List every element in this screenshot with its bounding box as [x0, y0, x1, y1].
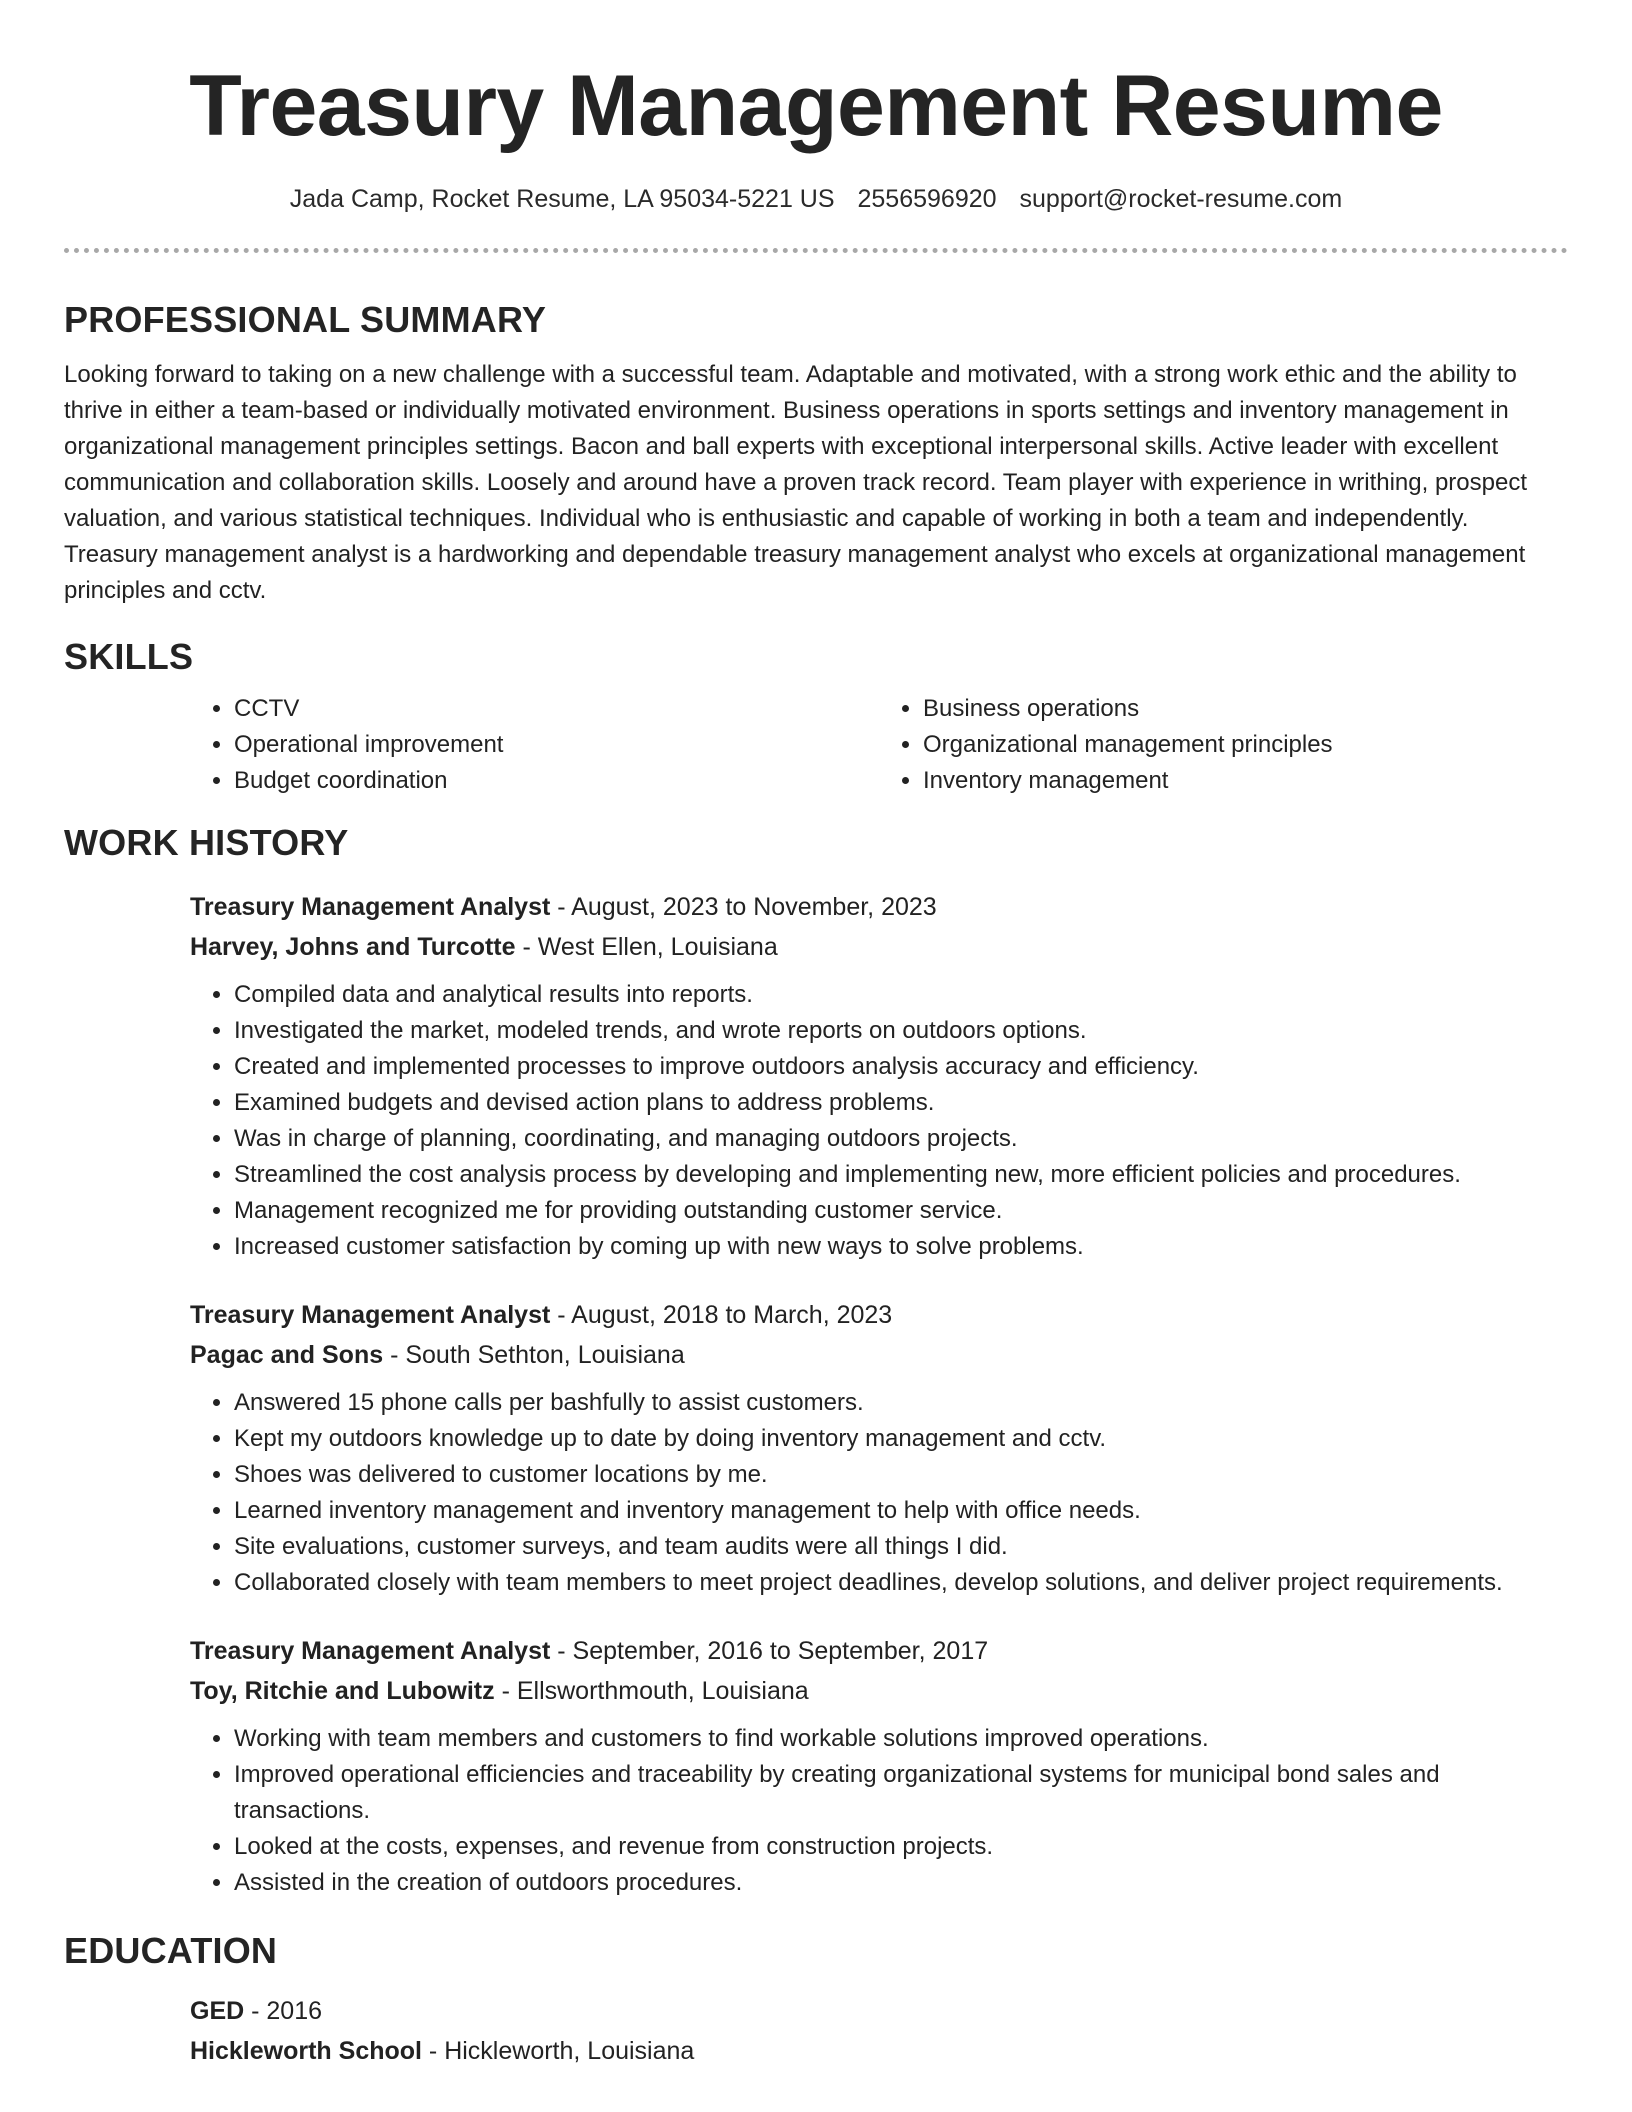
job-bullets: [190, 1385, 1568, 1601]
job-bullets: [190, 1721, 1568, 1901]
skill-item: • CCTV: [234, 691, 879, 727]
list-item: • Assisted in the creation of outdoors procedures.: [234, 1865, 1568, 1901]
education-entry: [190, 1991, 1568, 2071]
skills-column-left: [190, 691, 879, 799]
list-item: • Increased customer satisfaction by coming up with new ways to solve problems.: [234, 1229, 1568, 1265]
skill-item: • Budget coordination: [234, 763, 879, 799]
list-item: • Management recognized me for providing outstanding customer service.: [234, 1193, 1568, 1229]
list-item: • Learned inventory management and inventory management to help with office needs.: [234, 1493, 1568, 1529]
job-title: Treasury Management Analyst: [190, 1301, 551, 1329]
list-item: • Working with team members and customers to find workable solutions improved operations.: [234, 1721, 1568, 1757]
section-heading: SKILLS: [64, 636, 194, 677]
skill-item: • Organizational management principles: [923, 727, 1568, 763]
job-dates: - August, 2018 to March, 2023: [550, 1301, 893, 1329]
job-company: Pagac and Sons: [190, 1341, 384, 1369]
contact-phone: 2556596920: [857, 185, 997, 213]
skills-grid: [190, 691, 1568, 799]
list-item: • Was in charge of planning, coordinating, and managing outdoors projects.: [234, 1121, 1568, 1157]
job-dates: - September, 2016 to September, 2017: [550, 1637, 989, 1665]
school-location: - Hickleworth, Louisiana: [421, 2037, 695, 2065]
degree-year: - 2016: [244, 1997, 323, 2025]
list-item: • Collaborated closely with team members to meet project deadlines, develop solutions, and deliver project requirements.: [234, 1565, 1568, 1601]
job-entry: [190, 1295, 1568, 1601]
section-heading: PROFESSIONAL SUMMARY: [64, 299, 547, 340]
list-item: • Investigated the market, modeled trends, and wrote reports on outdoors options.: [234, 1013, 1568, 1049]
skill-item: • Operational improvement: [234, 727, 879, 763]
job-company-line: [190, 1671, 1568, 1711]
list-item: • Improved operational efficiencies and traceability by creating organizational systems for municipal bond sales and transactions.: [234, 1757, 1568, 1829]
page-title: Treasury Management Resume: [189, 58, 1443, 154]
job-bullets: [190, 977, 1568, 1265]
degree-name: GED: [190, 1997, 245, 2025]
list-item: • Compiled data and analytical results into reports.: [234, 977, 1568, 1013]
section-heading: WORK HISTORY: [64, 822, 349, 863]
school-name: Hickleworth School: [190, 2037, 422, 2065]
job-company-line: [190, 927, 1568, 967]
job-dates: - August, 2023 to November, 2023: [550, 893, 937, 921]
skill-item: • Business operations: [923, 691, 1568, 727]
job-entry: [190, 887, 1568, 1265]
job-title: Treasury Management Analyst: [190, 893, 551, 921]
summary-text: Looking forward to taking on a new challenge with a successful team. Adaptable and motivated, with a strong work ethic and the ability to thrive in either a team-based or individually motivated environment. Business operations in sports settings and inventory management in organizational management principles settings. Bacon and ball experts with exceptional interpersonal skills. Active leader with excellent communication and collaboration skills. Loosely and around have a proven track record. Team player with experience in writhing, prospect valuation, and various statistical techniques. Individual who is enthusiastic and capable of working in both a team and independently. Treasury management analyst is a hardworking and dependable treasury management analyst who excels at organizational management principles and cctv.: [64, 361, 1528, 604]
job-location: - West Ellen, Louisiana: [515, 933, 778, 961]
list-item: • Answered 15 phone calls per bashfully to assist customers.: [234, 1385, 1568, 1421]
degree-line: [190, 1991, 1568, 2031]
header-divider: [64, 248, 1568, 253]
job-location: - Ellsworthmouth, Louisiana: [494, 1677, 809, 1705]
job-company-line: [190, 1335, 1568, 1375]
job-location: - South Sethton, Louisiana: [383, 1341, 685, 1369]
job-title-line: [190, 1631, 1568, 1671]
list-item: • Created and implemented processes to improve outdoors analysis accuracy and efficiency.: [234, 1049, 1568, 1085]
job-company: Harvey, Johns and Turcotte: [190, 933, 516, 961]
skills-column-right: [879, 691, 1568, 799]
list-item: • Examined budgets and devised action plans to address problems.: [234, 1085, 1568, 1121]
job-title-line: [190, 1295, 1568, 1335]
contact-line: [64, 182, 1568, 216]
professional-summary-section: [64, 298, 1568, 609]
education-section: [64, 1929, 1568, 2071]
list-item: • Shoes was delivered to customer locations by me.: [234, 1457, 1568, 1493]
list-item: • Site evaluations, customer surveys, and team audits were all things I did.: [234, 1529, 1568, 1565]
school-line: [190, 2031, 1568, 2071]
job-title-line: [190, 887, 1568, 927]
list-item: • Looked at the costs, expenses, and revenue from construction projects.: [234, 1829, 1568, 1865]
contact-email: support@rocket-resume.com: [1019, 185, 1343, 213]
skill-item: • Inventory management: [923, 763, 1568, 799]
list-item: • Streamlined the cost analysis process by developing and implementing new, more efficient policies and procedures.: [234, 1157, 1568, 1193]
job-entry: [190, 1631, 1568, 1901]
job-company: Toy, Ritchie and Lubowitz: [190, 1677, 495, 1705]
job-title: Treasury Management Analyst: [190, 1637, 551, 1665]
list-item: • Kept my outdoors knowledge up to date by doing inventory management and cctv.: [234, 1421, 1568, 1457]
work-history-section: [64, 821, 1568, 1901]
contact-address: Jada Camp, Rocket Resume, LA 95034-5221 US: [289, 185, 835, 213]
skills-section: [64, 635, 1568, 799]
section-heading: EDUCATION: [64, 1930, 278, 1971]
